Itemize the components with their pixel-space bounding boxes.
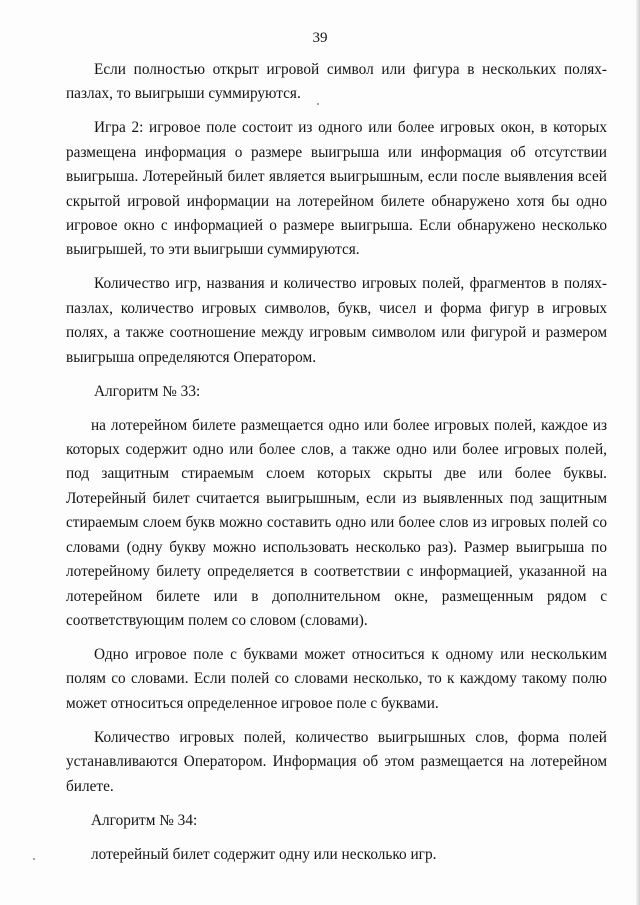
algorithm-heading: Алгоритм № 34:	[91, 811, 198, 829]
paragraph: Количество игровых полей, количество выигрышных слов, форма полей устанавливаются Оператором. Информация об этом размещается на лотерейном билете.	[66, 728, 607, 795]
paragraph: Игра 2: игровое поле состоит из одного или более игровых окон, в которых размещена информация о размере выигрыша или информация об отсутствии выигрыша. Лотерейный билет является выигрышным, если после выявления всей скрытой игровой информации на лотерейном билете обнаружено хотя бы одно игровое окно с информацией о размере выигрыша. Если обнаружено несколько выигрышей, то эти выигрыши суммируются.	[66, 119, 607, 259]
page-number: 39	[312, 30, 328, 46]
paragraph: Одно игровое поле с буквами может относиться к одному или нескольким полям со словами. Если полей со словами несколько, то к каждому такому полю может относиться определенное игровое поле с буквами.	[66, 645, 607, 712]
algorithm-heading: Алгоритм № 33:	[94, 382, 201, 400]
paragraph: Количество игр, названия и количество игровых полей, фрагментов в полях-пазлах, количество игровых символов, букв, чисел и форма фигур в игровых полях, а также соотношение между игровым символом или фигурой и размером выигрыша определяются Оператором.	[66, 275, 607, 366]
body-text	[66, 58, 607, 877]
scan-speck	[33, 858, 35, 860]
paragraph: лотерейный билет содержит одну или несколько игр.	[91, 845, 437, 863]
page-edge-shadow	[636, 0, 640, 905]
paragraph: на лотерейном билете размещается одно или более игровых полей, каждое из которых содержит одно или более слов, а также одно или более игровых полей, под защитным стираемым слоем которых скрыты две или более буквы. Лотерейный билет считается выигрышным, если из выявленных под защитным стираемым слоем букв можно составить одно или более слов из игровых полей со словами (одну букву можно использовать несколько раз). Размер выигрыша по лотерейному билету определяется в соответствии с информацией, указанной на лотерейном билете или в дополнительном окне, размещенным рядом с соответствующим полем со словом (словами).	[66, 416, 607, 629]
paragraph: Если полностью открыт игровой символ или фигура в нескольких полях-пазлах, то выигрыши суммируются.	[66, 61, 607, 103]
